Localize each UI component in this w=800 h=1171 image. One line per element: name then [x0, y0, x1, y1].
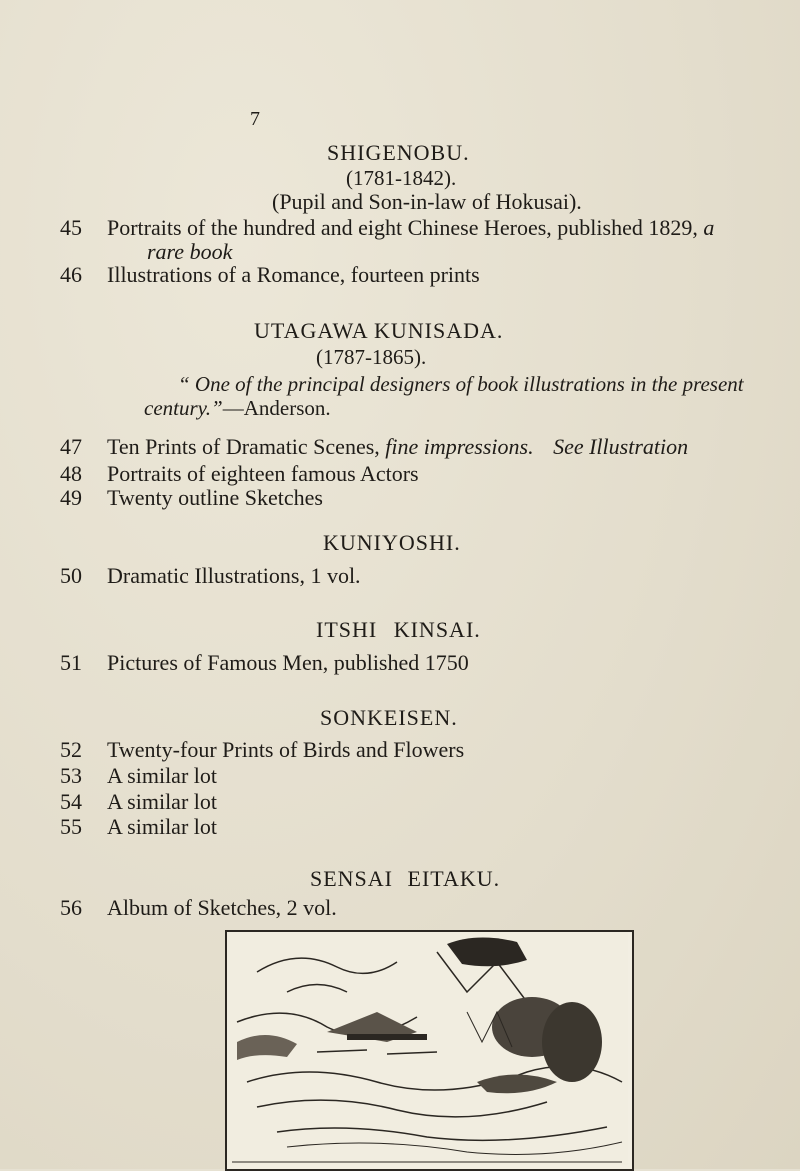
lot-description: Illustrations of a Romance, fourteen prints — [107, 262, 480, 287]
artist-dates: (1787-1865). — [316, 345, 427, 369]
see-illustration-note: See Illustration — [553, 434, 689, 459]
lot-description: Twenty-four Prints of Birds and Flowers — [107, 737, 465, 762]
lot-number: 47 — [60, 434, 82, 459]
lot-number: 52 — [60, 737, 82, 762]
lot-description — [107, 215, 714, 241]
quote-attribution: —Anderson. — [222, 396, 331, 420]
lot-number: 56 — [60, 895, 82, 920]
artist-note: (Pupil and Son-in-law of Hokusai). — [272, 189, 582, 214]
artist-dates: (1781-1842). — [346, 166, 457, 190]
lot-number: 54 — [60, 789, 82, 814]
lot-number: 55 — [60, 814, 82, 839]
lot-number: 51 — [60, 650, 82, 675]
artist-quote-continued — [144, 396, 331, 421]
quote-end: century.” — [144, 396, 223, 420]
artist-heading: SENSAI EITAKU. — [310, 866, 501, 891]
artist-heading: SHIGENOBU. — [327, 140, 470, 165]
lot-description: A similar lot — [107, 763, 217, 788]
lot-text: Portraits of the hundred and eight Chinese Heroes, published 1829, — [107, 215, 698, 240]
artist-heading: UTAGAWA KUNISADA. — [254, 318, 504, 343]
artist-heading: ITSHI KINSAI. — [316, 617, 481, 642]
artist-quote: “ One of the principal designers of book illustrations in the present — [178, 372, 744, 396]
lot-text-italic: fine impressions. — [385, 434, 534, 459]
lot-number: 49 — [60, 485, 82, 510]
lot-description — [107, 434, 688, 460]
lot-number: 50 — [60, 563, 82, 588]
lot-number: 53 — [60, 763, 82, 788]
lot-number: 48 — [60, 461, 82, 486]
lot-description: Album of Sketches, 2 vol. — [107, 895, 337, 920]
lot-description: Dramatic Illustrations, 1 vol. — [107, 563, 361, 588]
lot-text: Ten Prints of Dramatic Scenes, — [107, 434, 380, 459]
artist-heading: SONKEISEN. — [320, 705, 458, 730]
artist-heading: KUNIYOSHI. — [323, 530, 461, 555]
lot-text-tail: a — [703, 215, 715, 240]
lot-continuation: rare book — [147, 239, 233, 264]
woodblock-illustration — [225, 930, 634, 1171]
lot-description: Twenty outline Sketches — [107, 485, 323, 510]
page-number: 7 — [250, 108, 260, 130]
lot-description: A similar lot — [107, 789, 217, 814]
lot-description: Portraits of eighteen famous Actors — [107, 461, 419, 486]
landscape-print-image — [227, 932, 628, 1165]
lot-description: A similar lot — [107, 814, 217, 839]
lot-number: 46 — [60, 262, 82, 287]
lot-description: Pictures of Famous Men, published 1750 — [107, 650, 469, 675]
lot-number: 45 — [60, 215, 82, 240]
